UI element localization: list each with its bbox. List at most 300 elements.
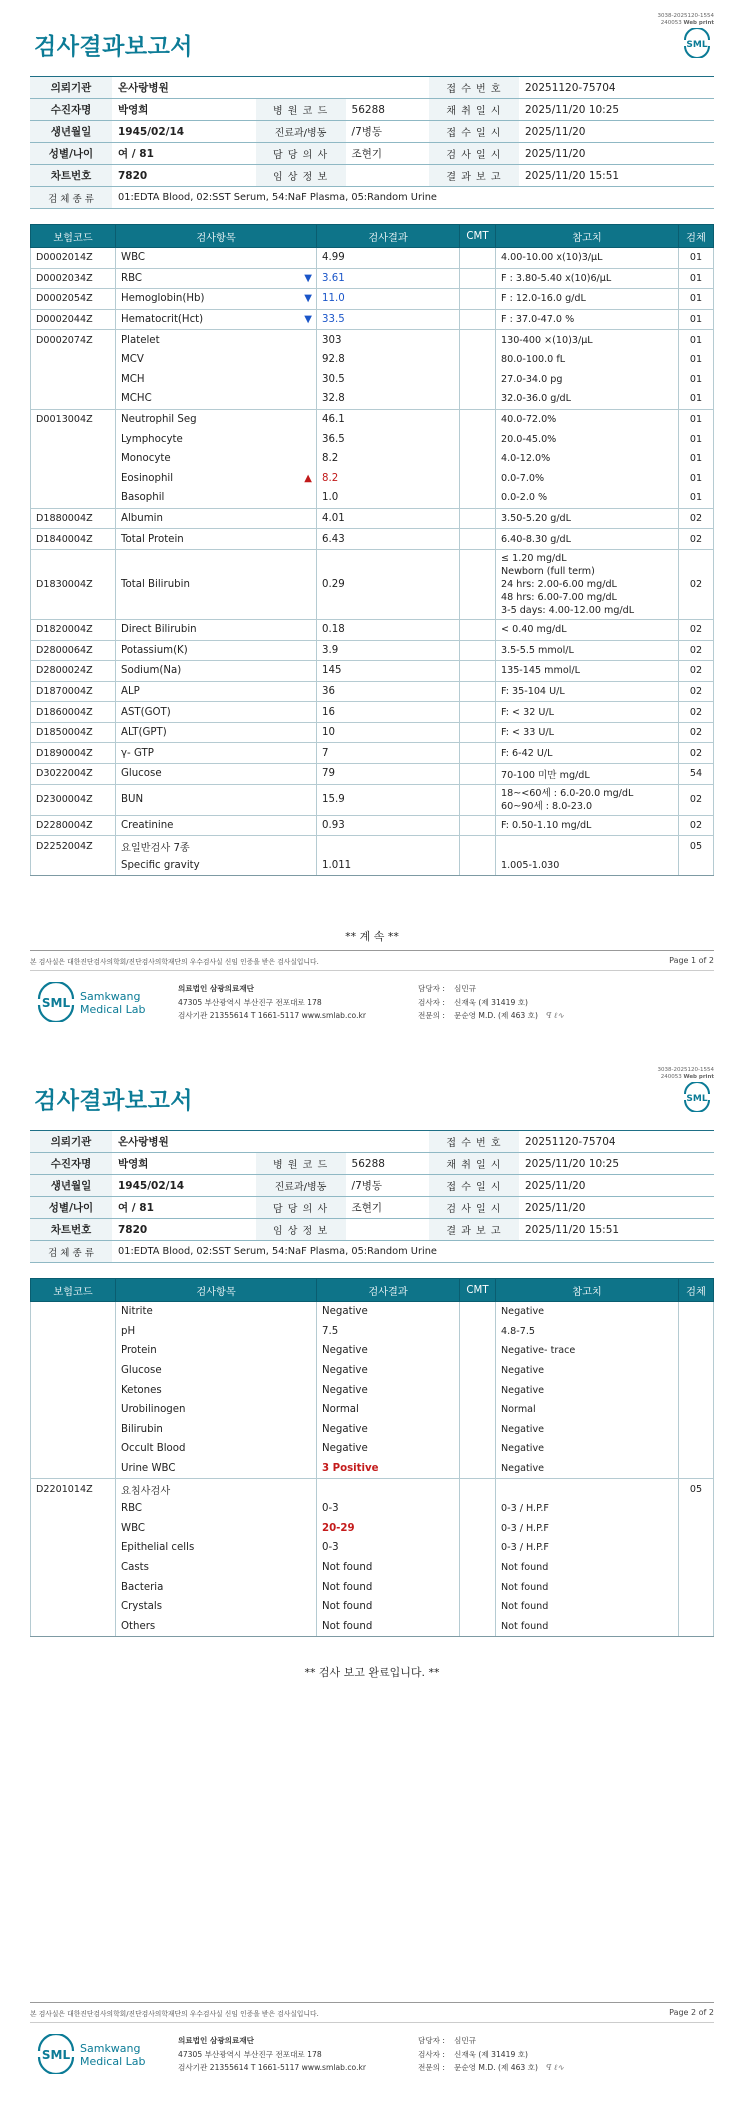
test-result: 3 Positive: [317, 1459, 460, 1479]
report-end-note: ** 검사 보고 완료입니다. **: [304, 1666, 440, 1679]
reference-range: Negative: [496, 1302, 679, 1322]
reference-range: F : 37.0-47.0 %: [496, 309, 679, 330]
comment-cell: [460, 389, 496, 409]
value-sex-age: 여 / 81: [112, 1197, 256, 1219]
value-hosp-code: 56288: [346, 1153, 429, 1175]
table-row: [31, 1577, 714, 1597]
reference-range: 27.0-34.0 pg: [496, 370, 679, 390]
insurance-code: [31, 1400, 116, 1420]
low-flag-arrow-icon: ▼: [304, 272, 312, 284]
insurance-code: D2300004Z: [31, 784, 116, 815]
insurance-code: [31, 488, 116, 508]
test-result: [317, 836, 460, 856]
insurance-code: [31, 370, 116, 390]
specimen-code: 02: [679, 619, 714, 640]
low-flag-arrow-icon: ▼: [304, 293, 312, 305]
svg-text:SML: SML: [686, 40, 708, 50]
label-chart: 차트번호: [30, 165, 112, 187]
test-item: 요침사검사: [116, 1479, 317, 1499]
table-row: [31, 389, 714, 409]
insurance-code: [31, 389, 116, 409]
test-item: RBC ▼: [116, 268, 317, 289]
footer-divider: [30, 2022, 714, 2023]
value-hospital: 온사랑병원: [112, 1131, 429, 1153]
test-result: 8.2: [317, 449, 460, 469]
test-item: Casts: [116, 1558, 317, 1578]
table-row: [31, 681, 714, 702]
comment-cell: [460, 1538, 496, 1558]
comment-cell: [460, 743, 496, 764]
table-row: [31, 764, 714, 785]
reference-range: 0.0-2.0 %: [496, 488, 679, 508]
comment-cell: [460, 309, 496, 330]
specimen-code: [679, 1400, 714, 1420]
table-row: [31, 449, 714, 469]
label-receipt-date: 접 수 일 시: [429, 121, 519, 143]
reference-range: 32.0-36.0 g/dL: [496, 389, 679, 409]
reference-range: ≤ 1.20 mg/dL Newborn (full term) 24 hrs: 2.00-6.00 mg/dL 48 hrs: 6.00-7.00 mg/dL 3-5 days: 4.00-12.00 mg/dL: [496, 549, 679, 619]
lab-name: 의료법인 삼광의료재단: [178, 984, 254, 993]
test-item: Direct Bilirubin: [116, 619, 317, 640]
specimen-code: 01: [679, 488, 714, 508]
test-result: 11.0: [317, 289, 460, 310]
test-item: Others: [116, 1617, 317, 1637]
signatories: [418, 2034, 564, 2075]
footer-divider: [30, 970, 714, 971]
insurance-code: D1850004Z: [31, 722, 116, 743]
table-row: [31, 1538, 714, 1558]
staff-name: 신재욱 (제 31419 호): [454, 997, 529, 1007]
insurance-code: [31, 1322, 116, 1342]
comment-cell: [460, 1322, 496, 1342]
test-item: Specific gravity: [116, 856, 317, 876]
comment-cell: [460, 856, 496, 876]
insurance-code: D1820004Z: [31, 619, 116, 640]
comment-cell: [460, 488, 496, 508]
comment-cell: [460, 1499, 496, 1519]
value-chart: 7820: [112, 165, 256, 187]
comment-cell: [460, 815, 496, 836]
specimen-code: 02: [679, 508, 714, 529]
staff-role: 담당자 :: [418, 984, 445, 993]
test-item: Total Protein: [116, 529, 317, 550]
reference-range: Negative- trace: [496, 1341, 679, 1361]
table-row: [31, 1302, 714, 1322]
test-item: Bilirubin: [116, 1420, 317, 1440]
value-report-date: 2025/11/20 15:51: [519, 165, 714, 187]
comment-cell: [460, 289, 496, 310]
comment-cell: [460, 702, 496, 723]
label-clinical: 임 상 정 보: [256, 165, 346, 187]
table-row: [31, 330, 714, 350]
insurance-code: D1880004Z: [31, 508, 116, 529]
test-result: [317, 1479, 460, 1499]
specimen-code: 02: [679, 681, 714, 702]
comment-cell: [460, 330, 496, 350]
table-row: [31, 248, 714, 269]
specimen-code: 01: [679, 289, 714, 310]
table-row: [31, 815, 714, 836]
low-flag-arrow-icon: ▼: [304, 314, 312, 326]
test-result: 16: [317, 702, 460, 723]
test-result: 20-29: [317, 1519, 460, 1539]
value-chart: 7820: [112, 1219, 256, 1241]
svg-text:SML: SML: [686, 1094, 708, 1104]
footer-divider: [30, 950, 714, 951]
reference-range: 0-3 / H.P.F: [496, 1499, 679, 1519]
table-row: [31, 1380, 714, 1400]
comment-cell: [460, 1597, 496, 1617]
test-item: Basophil: [116, 488, 317, 508]
value-receipt-date: 2025/11/20: [519, 121, 714, 143]
reference-range: Not found: [496, 1558, 679, 1578]
lab-info: [178, 2034, 366, 2075]
test-result: Negative: [317, 1420, 460, 1440]
report-title: 검사결과보고서: [34, 34, 194, 60]
value-clinical: [346, 165, 429, 187]
insurance-code: D0013004Z: [31, 409, 116, 429]
specimen-code: [679, 1538, 714, 1558]
specimen-code: [679, 1302, 714, 1322]
label-receipt-no: 접 수 번 호: [429, 77, 519, 99]
comment-cell: [460, 681, 496, 702]
table-row: [31, 619, 714, 640]
test-result: 0.18: [317, 619, 460, 640]
label-hospital: 의뢰기관: [30, 1131, 112, 1153]
insurance-code: [31, 449, 116, 469]
label-collect-date: 채 취 일 시: [429, 99, 519, 121]
label-receipt-no: 접 수 번 호: [429, 1131, 519, 1153]
reference-range: F: 35-104 U/L: [496, 681, 679, 702]
comment-cell: [460, 248, 496, 269]
test-item: Nitrite: [116, 1302, 317, 1322]
specimen-code: [679, 1341, 714, 1361]
test-item: RBC: [116, 1499, 317, 1519]
table-row: [31, 836, 714, 856]
col-specimen-header: 검체: [679, 225, 714, 248]
table-row: [31, 1439, 714, 1459]
lab-address: 47305 부산광역시 부산진구 전포대로 178: [178, 2049, 322, 2059]
continue-note: ** 계 속 **: [345, 930, 399, 943]
reference-range: 1.005-1.030: [496, 856, 679, 876]
comment-cell: [460, 1420, 496, 1440]
reference-range: 130-400 ×(10)3/μL: [496, 330, 679, 350]
table-row: [31, 1597, 714, 1617]
comment-cell: [460, 1302, 496, 1322]
specimen-code: 02: [679, 640, 714, 661]
comment-cell: [460, 1380, 496, 1400]
sml-logo-icon: [682, 28, 712, 58]
comment-cell: [460, 508, 496, 529]
table-row: [31, 722, 714, 743]
patient-info-table: [30, 76, 714, 209]
table-row: [31, 1361, 714, 1381]
test-result: 3.9: [317, 640, 460, 661]
insurance-code: [31, 1380, 116, 1400]
lab-info: [178, 982, 366, 1023]
test-item: MCHC: [116, 389, 317, 409]
reference-range: 4.0-12.0%: [496, 449, 679, 469]
value-specimen: 01:EDTA Blood, 02:SST Serum, 54:NaF Plasma, 05:Random Urine: [112, 1241, 714, 1263]
comment-cell: [460, 836, 496, 856]
print-code-line1: 3038-2025120-1554: [657, 13, 714, 19]
staff-name: 문순영 M.D. (제 463 호): [454, 2063, 538, 2072]
value-dept: /7병동: [346, 1175, 429, 1197]
label-dob: 생년월일: [30, 1175, 112, 1197]
comment-cell: [460, 1341, 496, 1361]
test-item: pH: [116, 1322, 317, 1342]
specimen-code: 02: [679, 784, 714, 815]
insurance-code: D2800064Z: [31, 640, 116, 661]
reference-range: Negative: [496, 1459, 679, 1479]
test-item: Monocyte: [116, 449, 317, 469]
test-result: 30.5: [317, 370, 460, 390]
insurance-code: D2280004Z: [31, 815, 116, 836]
test-item: BUN: [116, 784, 317, 815]
test-item: Total Bilirubin: [116, 549, 317, 619]
table-row: [31, 702, 714, 723]
reference-range: 20.0-45.0%: [496, 429, 679, 449]
lab-address: 47305 부산광역시 부산진구 전포대로 178: [178, 997, 322, 1007]
print-code-line2: 240053: [660, 1074, 682, 1080]
reference-range: Negative: [496, 1380, 679, 1400]
insurance-code: [31, 1341, 116, 1361]
insurance-code: [31, 1361, 116, 1381]
high-flag-arrow-icon: ▲: [304, 472, 312, 484]
test-result: 10: [317, 722, 460, 743]
table-row: [31, 784, 714, 815]
table-row: [31, 309, 714, 330]
test-result: 8.2: [317, 469, 460, 489]
test-result: 7: [317, 743, 460, 764]
reference-range: 3.50-5.20 g/dL: [496, 508, 679, 529]
specimen-code: 01: [679, 370, 714, 390]
col-result-header: 검사결과: [317, 1279, 460, 1302]
label-sex-age: 성별/나이: [30, 1197, 112, 1219]
print-code: [658, 1067, 714, 1081]
test-result: 0.29: [317, 549, 460, 619]
signature-mark: ꟼ ℓ∿: [545, 2063, 564, 2072]
specimen-code: 01: [679, 330, 714, 350]
comment-cell: [460, 1558, 496, 1578]
specimen-code: 01: [679, 389, 714, 409]
table-row: [31, 289, 714, 310]
specimen-code: [679, 1322, 714, 1342]
accreditation-note: 본 검사실은 대한진단검사의학회/진단검사의학재단의 우수검사실 신임 인증을 받은 검사실입니다.: [30, 2010, 319, 2018]
label-specimen: 검 체 종 류: [30, 187, 112, 209]
reference-range: F : 12.0-16.0 g/dL: [496, 289, 679, 310]
comment-cell: [460, 661, 496, 682]
test-result: 1.011: [317, 856, 460, 876]
comment-cell: [460, 1479, 496, 1499]
comment-cell: [460, 370, 496, 390]
insurance-code: [31, 1302, 116, 1322]
specimen-code: [679, 1617, 714, 1637]
staff-role: 담당자 :: [418, 2036, 445, 2045]
comment-cell: [460, 469, 496, 489]
test-result: 4.99: [317, 248, 460, 269]
page-number: Page 2 of 2: [669, 2008, 714, 2017]
specimen-code: 05: [679, 836, 714, 856]
reference-range: 3.5-5.5 mmol/L: [496, 640, 679, 661]
value-hospital: 온사랑병원: [112, 77, 429, 99]
samkwang-logo-icon: [36, 2034, 156, 2074]
svg-text:Medical Lab: Medical Lab: [80, 2055, 146, 2068]
label-test-date: 검 사 일 시: [429, 1197, 519, 1219]
test-result: Negative: [317, 1380, 460, 1400]
staff-name: 심민규: [454, 984, 477, 993]
value-receipt-no: 20251120-75704: [519, 1131, 714, 1153]
reference-range: F: < 33 U/L: [496, 722, 679, 743]
value-patient: 박영희: [112, 99, 256, 121]
comment-cell: [460, 722, 496, 743]
results-table: [30, 224, 714, 876]
reference-range: F : 3.80-5.40 x(10)6/μL: [496, 268, 679, 289]
insurance-code: [31, 1420, 116, 1440]
table-row: [31, 1499, 714, 1519]
specimen-code: [679, 1577, 714, 1597]
label-sex-age: 성별/나이: [30, 143, 112, 165]
comment-cell: [460, 1577, 496, 1597]
insurance-code: D0002014Z: [31, 248, 116, 269]
reference-range: 135-145 mmol/L: [496, 661, 679, 682]
insurance-code: [31, 429, 116, 449]
table-row: [31, 529, 714, 550]
test-result: 145: [317, 661, 460, 682]
specimen-code: 02: [679, 743, 714, 764]
specimen-code: 02: [679, 529, 714, 550]
reference-range: 0.0-7.0%: [496, 469, 679, 489]
insurance-code: D2800024Z: [31, 661, 116, 682]
table-row: [31, 661, 714, 682]
value-patient: 박영희: [112, 1153, 256, 1175]
insurance-code: [31, 1459, 116, 1479]
test-result: Not found: [317, 1617, 460, 1637]
reference-range: Not found: [496, 1577, 679, 1597]
svg-text:Medical Lab: Medical Lab: [80, 1003, 146, 1016]
reference-range: 0-3 / H.P.F: [496, 1538, 679, 1558]
table-row: [31, 1322, 714, 1342]
print-mode: Web print: [683, 20, 714, 26]
test-item: Creatinine: [116, 815, 317, 836]
reference-range: Negative: [496, 1439, 679, 1459]
value-hosp-code: 56288: [346, 99, 429, 121]
label-patient: 수진자명: [30, 1153, 112, 1175]
comment-cell: [460, 1439, 496, 1459]
reference-range: < 0.40 mg/dL: [496, 619, 679, 640]
test-item: Bacteria: [116, 1577, 317, 1597]
specimen-code: [679, 1519, 714, 1539]
reference-range: 40.0-72.0%: [496, 409, 679, 429]
label-patient: 수진자명: [30, 99, 112, 121]
test-item: Epithelial cells: [116, 1538, 317, 1558]
insurance-code: D0002044Z: [31, 309, 116, 330]
reference-range: 6.40-8.30 g/dL: [496, 529, 679, 550]
results-table: [30, 1278, 714, 1637]
test-result: 46.1: [317, 409, 460, 429]
insurance-code: D3022004Z: [31, 764, 116, 785]
table-row: [31, 1479, 714, 1499]
specimen-code: 01: [679, 268, 714, 289]
label-hosp-code: 병 원 코 드: [256, 1153, 346, 1175]
label-receipt-date: 접 수 일 시: [429, 1175, 519, 1197]
insurance-code: D1860004Z: [31, 702, 116, 723]
staff-role: 전문의 :: [418, 2063, 445, 2072]
table-row: [31, 508, 714, 529]
test-result: 6.43: [317, 529, 460, 550]
comment-cell: [460, 1617, 496, 1637]
insurance-code: D0002054Z: [31, 289, 116, 310]
col-insurance-code-header: 보험코드: [31, 225, 116, 248]
svg-text:Samkwang: Samkwang: [80, 2042, 141, 2055]
print-code-line1: 3038-2025120-1554: [657, 1067, 714, 1073]
value-dob: 1945/02/14: [112, 121, 256, 143]
value-dept: /7병동: [346, 121, 429, 143]
test-item: γ- GTP: [116, 743, 317, 764]
accreditation-note: 본 검사실은 대한진단검사의학회/진단검사의학재단의 우수검사실 신임 인증을 받은 검사실입니다.: [30, 958, 319, 966]
table-row: [31, 743, 714, 764]
svg-text:SML: SML: [41, 996, 71, 1010]
label-specimen: 검 체 종 류: [30, 1241, 112, 1263]
insurance-code: D1870004Z: [31, 681, 116, 702]
specimen-code: 02: [679, 702, 714, 723]
reference-range: [496, 1479, 679, 1499]
patient-info-table: [30, 1130, 714, 1263]
label-hosp-code: 병 원 코 드: [256, 99, 346, 121]
specimen-code: 02: [679, 549, 714, 619]
test-result: 1.0: [317, 488, 460, 508]
reference-range: 4.00-10.00 x(10)3/μL: [496, 248, 679, 269]
test-item: Protein: [116, 1341, 317, 1361]
specimen-code: [679, 1439, 714, 1459]
sml-logo-icon: [682, 1082, 712, 1112]
label-doctor: 담 당 의 사: [256, 1197, 346, 1219]
value-doctor: 조현기: [346, 1197, 429, 1219]
label-report-date: 결 과 보 고: [429, 165, 519, 187]
table-row: [31, 429, 714, 449]
comment-cell: [460, 549, 496, 619]
specimen-code: [679, 856, 714, 876]
staff-name: 심민규: [454, 2036, 477, 2045]
print-mode: Web print: [683, 1074, 714, 1080]
insurance-code: D0002034Z: [31, 268, 116, 289]
insurance-code: [31, 350, 116, 370]
col-result-header: 검사결과: [317, 225, 460, 248]
test-item: Eosinophil ▲: [116, 469, 317, 489]
specimen-code: [679, 1459, 714, 1479]
specimen-code: 02: [679, 661, 714, 682]
reference-range: Normal: [496, 1400, 679, 1420]
value-collect-date: 2025/11/20 10:25: [519, 99, 714, 121]
comment-cell: [460, 764, 496, 785]
specimen-code: 01: [679, 309, 714, 330]
footer-divider: [30, 2002, 714, 2003]
test-result: Negative: [317, 1439, 460, 1459]
test-result: Not found: [317, 1597, 460, 1617]
staff-role: 전문의 :: [418, 1011, 445, 1020]
insurance-code: [31, 1439, 116, 1459]
col-reference-header: 참고치: [496, 225, 679, 248]
label-test-date: 검 사 일 시: [429, 143, 519, 165]
comment-cell: [460, 529, 496, 550]
label-dept: 진료과/병동: [256, 121, 346, 143]
insurance-code: [31, 1538, 116, 1558]
insurance-code: [31, 1617, 116, 1637]
table-row: [31, 409, 714, 429]
lab-contact: 검사기관 21355614 T 1661-5117 www.smlab.co.kr: [178, 1011, 366, 1020]
test-result: 0-3: [317, 1499, 460, 1519]
test-item: Glucose: [116, 764, 317, 785]
